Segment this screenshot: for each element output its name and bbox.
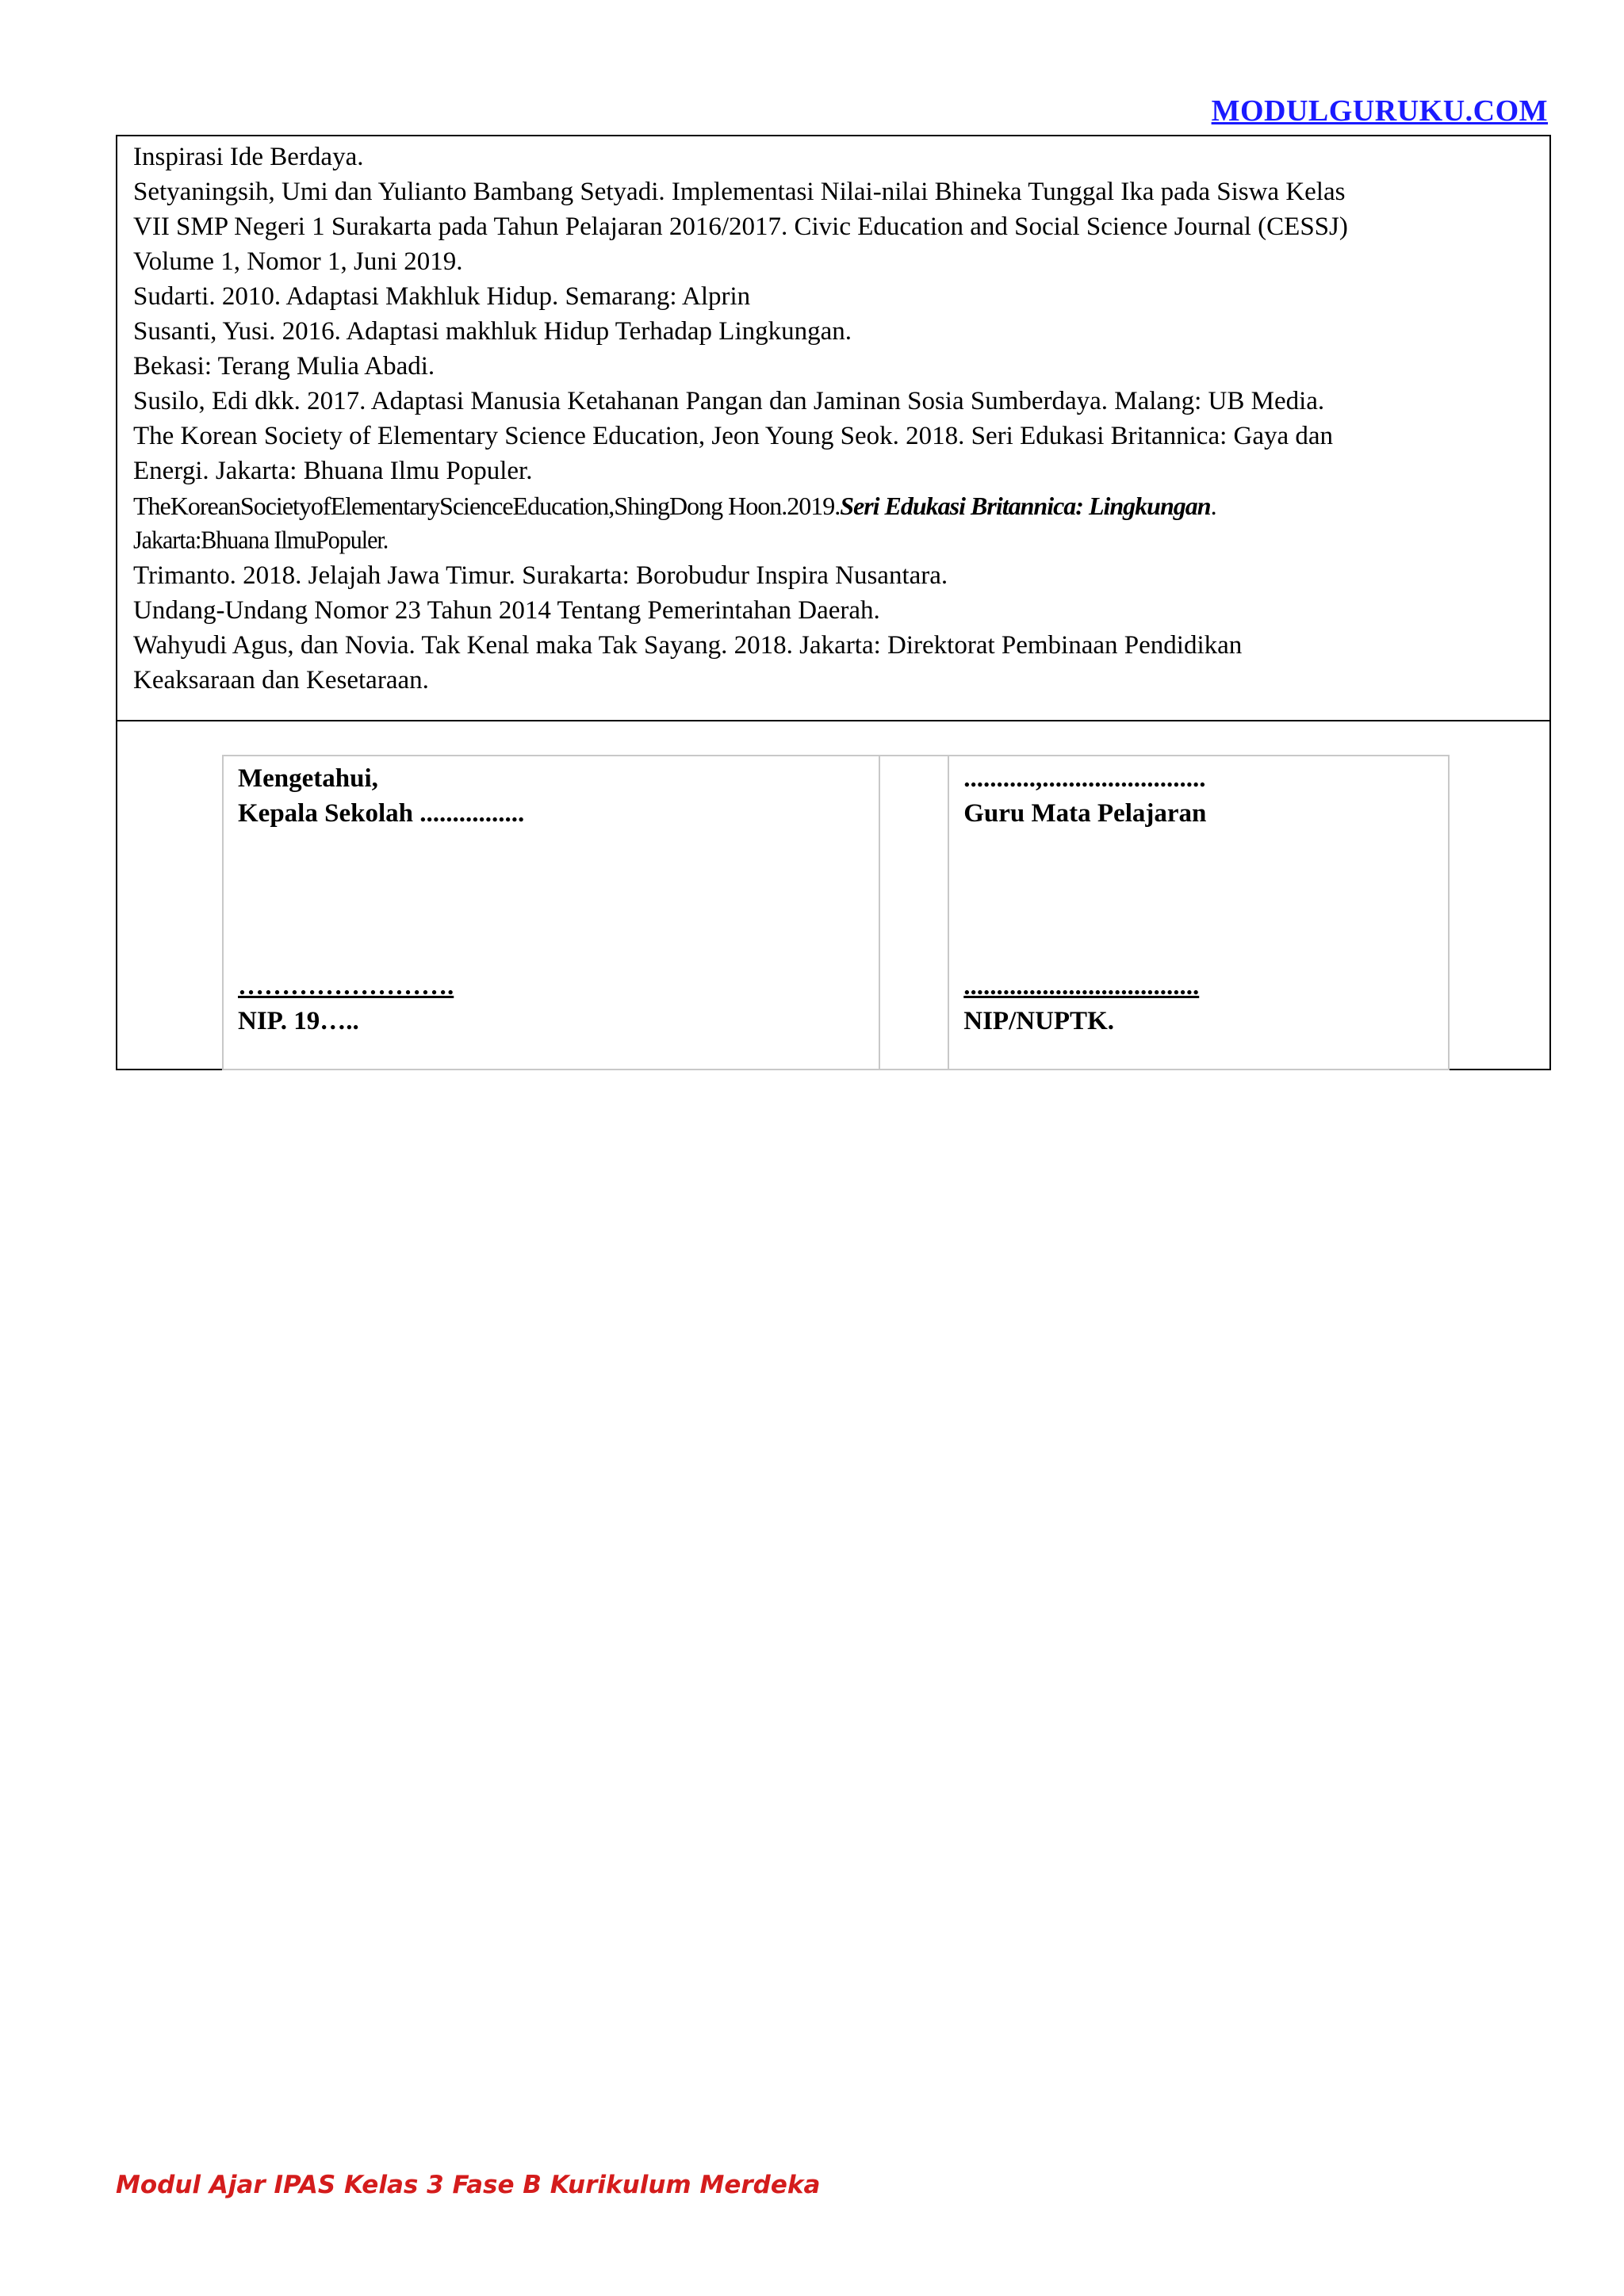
acknowledged-label: Mengetahui, — [238, 764, 378, 793]
signature-left-cell — [223, 756, 879, 1070]
reference-line: Wahyudi Agus, dan Novia. Tak Kenal maka Tak Sayang. 2018. Jakarta: Direktorat Pembinaan Pendidikan — [133, 631, 1243, 660]
teacher-signature-block — [949, 756, 1448, 1069]
teacher-label: Guru Mata Pelajaran — [963, 799, 1207, 828]
reference-line: Setyaningsih, Umi dan Yulianto Bambang Setyadi. Implementasi Nilai-nilai Bhineka Tunggal Ika pada Siswa Kelas — [133, 178, 1346, 206]
reference-line: Susilo, Edi dkk. 2017. Adaptasi Manusia Ketahanan Pangan dan Jaminan Sosia Sumberdaya. Malang: UB Media. — [133, 387, 1325, 415]
reference-line-korean — [133, 488, 1534, 523]
signature-spacer-cell — [879, 756, 949, 1070]
reference-line: Bekasi: Terang Mulia Abadi. — [133, 352, 435, 381]
reference-line: Inspirasi Ide Berdaya. — [133, 143, 364, 171]
references-row — [117, 136, 1550, 721]
reference-line: The Korean Society of Elementary Science Education, Jeon Young Seok. 2018. Seri Edukasi Britannica: Gaya dan — [133, 422, 1334, 450]
reference-text: TheKoreanSocietyofElementaryScienceEducation,ShingDong Hoon.2019. — [133, 492, 841, 520]
reference-text: . — [1210, 492, 1216, 520]
references-cell — [117, 136, 1550, 721]
reference-line: Trimanto. 2018. Jelajah Jawa Timur. Surakarta: Borobudur Inspira Nusantara. — [133, 561, 948, 590]
reference-line: VII SMP Negeri 1 Surakarta pada Tahun Pelajaran 2016/2017. Civic Education and Social Science Journal (CESSJ) — [133, 212, 1348, 241]
principal-signature-line: ……………………. — [238, 972, 454, 1001]
teacher-nip: NIP/NUPTK. — [963, 1007, 1114, 1035]
principal-label: Kepala Sekolah ................ — [238, 799, 525, 828]
principal-signature-block — [224, 756, 879, 1069]
site-link[interactable]: MODULGURUKU.COM — [1211, 94, 1548, 128]
principal-nip: NIP. 19….. — [238, 1007, 359, 1035]
reference-line: Volume 1, Nomor 1, Juni 2019. — [133, 247, 463, 276]
reference-line: Sudarti. 2010. Adaptasi Makhluk Hidup. Semarang: Alprin — [133, 282, 751, 311]
page-footer: Modul Ajar IPAS Kelas 3 Fase B Kurikulum Merdeka — [116, 2171, 821, 2199]
reference-line: Keaksaraan dan Kesetaraan. — [133, 666, 429, 695]
reference-line: Jakarta:Bhuana IlmuPopuler. — [133, 526, 389, 554]
reference-line: Undang-Undang Nomor 23 Tahun 2014 Tentang Pemerintahan Daerah. — [133, 596, 880, 625]
document-table — [116, 135, 1551, 1070]
signature-table — [222, 755, 1450, 1070]
place-date-line: ...........,......................... — [963, 764, 1206, 793]
reference-title: Seri Edukasi Britannica: Lingkungan — [840, 492, 1211, 520]
signature-right-cell — [948, 756, 1449, 1070]
reference-line: Energi. Jakarta: Bhuana Ilmu Populer. — [133, 457, 533, 485]
signature-cell — [117, 721, 1550, 1070]
teacher-signature-line: .................................... — [963, 972, 1200, 1001]
reference-line: Susanti, Yusi. 2016. Adaptasi makhluk Hidup Terhadap Lingkungan. — [133, 317, 852, 346]
signature-row — [117, 721, 1550, 1070]
